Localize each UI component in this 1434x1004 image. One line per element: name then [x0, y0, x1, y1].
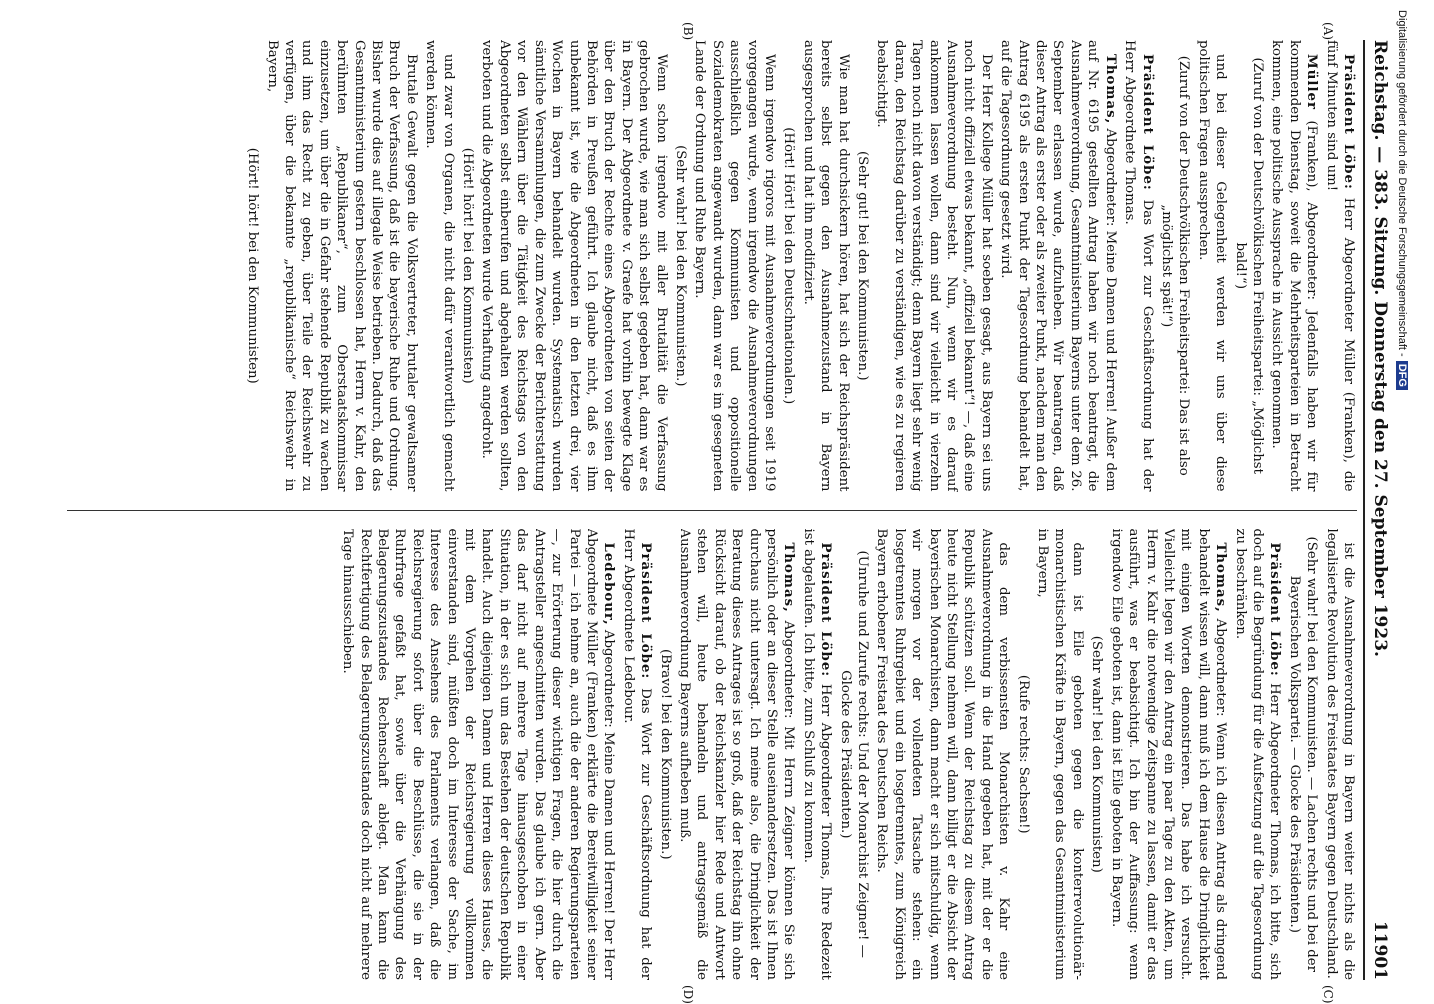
speaker-name: Präsident Löbe:: [1341, 54, 1356, 190]
paragraph-text: Abgeordneter: Mit Herrn Zeigner können Sie sich persönlich oder an dieser Stelle auseinandersetzen. Das ist Ihnen durchaus nicht untersagt. Ich meine also, die Dringlichkeit der Beratung dieses Antrages ist so groß, daß der Reichstag ihn ohne Rücksicht darauf, ob der Reichskanzler hier Rede und Antwort stehen will, heute behandeln und antragsgemäß die Ausnahmeverordnung Bayerns aufheben muß.: [676, 528, 797, 980]
interjection: (Bravo! bei den Kommunisten.): [657, 648, 673, 860]
paragraph-text: Das Wort zur Geschäftsordnung hat der Herr Abgeordnete Thomas.: [1122, 40, 1155, 492]
paragraph: [1034, 529, 1086, 981]
interjection: (Sehr wahr! bei den Kommunisten): [1089, 635, 1105, 873]
paragraph-text: das dem verbissensten Monarchisten v. Kahr eine Ausnahmeverordnung in die Hand gegeben hat, mit der er die Republik schützen soll. Wenn der Reichstag zu diesem Antrag heute nicht Stellung nehmen will, dann billigt er die Absicht der bayerischen Monarchisten, dann macht er sich mitschuldig, wenn wir morgen vor der vollendeten Tatsache stehen: ein losgetrenntes Ruhrgebiet und ein losgetrenntes, zum Königreich Bayern erhobener Freistaat des Deutschen Reichs.: [874, 528, 1012, 980]
paragraph: [1014, 529, 1031, 981]
margin-letter-c: (C): [1321, 985, 1335, 1004]
paragraph: [619, 529, 654, 981]
paragraph-text: ist die Ausnahmeverordnung in Bayern weiter nichts als die legalisierte Revolution des Freistaates Bayern gegen Deutschland.: [1323, 528, 1356, 980]
interjection: (Zuruf von der Deutschvölkischen Freiheitspartei: „Möglichst bald!“): [1232, 57, 1265, 474]
speaker-name: Präsident Löbe:: [818, 542, 834, 678]
digitization-note: [1388, 10, 1408, 990]
paragraph: [244, 40, 261, 492]
margin-letter-a: (A): [1321, 22, 1335, 41]
paragraph: [1231, 529, 1283, 981]
interjection: (Hört! hört! bei den Kommunisten): [245, 147, 261, 384]
paragraph: [1158, 40, 1193, 492]
speaker-name: Müller: [1304, 54, 1320, 110]
paragraph: [1107, 529, 1229, 981]
paragraph: [656, 529, 673, 981]
paragraph: [422, 40, 457, 492]
paragraph: [691, 40, 778, 492]
speaker-name: Präsident Löbe:: [638, 542, 654, 680]
interjection: (Hört! hört! bei den Kommunisten): [460, 147, 476, 384]
paragraph: [873, 40, 995, 492]
paragraph: [676, 529, 798, 981]
left-column: [67, 40, 1357, 492]
paragraph: [799, 40, 851, 492]
paragraph-text: Wenn irgendwo rigoros mit Ausnahmeverordnungen seit 1919 vorgegangen wurde, wenn irgendwo die Ausnahmeverordnungen ausschließlich gegen Kommunisten und oppositionelle Sozialdemokraten angewandt wurden, dann war es im gesegneten Lande der Ordnung und Ruhe Bayern.: [692, 40, 777, 492]
paragraph-text: dann ist Eile geboten gegen die konterrevolutionär-monarchistischen Kräfte in Bayern, gegen das Gesamtministerium in Bayern,: [1035, 528, 1085, 980]
paragraph-text: Abgeordneter: Meine Damen und Herren! Der Herr Abgeordnete Müller (Franken) erklärte die Bereitwilligkeit seiner Partei — ich nehme an, auch die der anderen Regierungsparteien —, zur Erörterung dieser wichtigen Fragen, die hier durch die Antragsteller angeschnitten wurden. Das glaube ich gern. Aber das darf nicht auf mehrere Tage hinausgeschoben in einer Situation, in der es sich um das Bestehen der deutschen Republik handelt. Auch diejenigen Damen und Herren dieses Hauses, die mit dem Vorgehen der Reichsregierung vollkommen einverstanden sind, müßten doch im Interesse der Sache, im Interesse des Ansehens des Parlaments verlangen, daß die Reichsregierung sofort über die Beschlüsse, die sie in der Ruhrfrage gefaßt hat, sowie über die Verhängung des Belagerungszustandes Rechenschaft ablegt. Man kann die Rechtfertigung des Belagerungszustandes doch nicht auf mehrere Tage hinausschieben.: [340, 528, 617, 980]
paragraph-text: Herr Abgeordneter Thomas, ich bitte, sich doch auf die Begründung für die Aufsetzung auf die Tagesordnung zu beschränken.: [1232, 528, 1283, 980]
paragraph: [799, 529, 834, 981]
paragraph-text: Der Herr Kollege Müller hat soeben gesagt, aus Bayern sei uns noch nicht offiziell etwas bekannt, „offiziell bekannt“! —, daß eine Ausnahmeverordnung besteht. Nun, wenn wir es darauf ankommen lassen wollen, dann sind wir vielleicht in vierzehn Tagen noch nicht davon verständigt; denn Bayern liegt sehr wenig daran, den Reichstag darüber zu verständigen, wie es zu regieren beabsichtigt.: [874, 40, 994, 492]
interjection: (Hört! Hört! bei den Deutschnationalen.): [781, 127, 797, 405]
paragraph: [780, 40, 797, 492]
paragraph-text: und bei dieser Gelegenheit werden wir uns über diese politischen Fragen aussprechen.: [1195, 40, 1229, 492]
margin-letter-b: (B): [681, 22, 695, 41]
text-columns: [67, 40, 1357, 980]
paragraph: [873, 529, 1012, 981]
paragraph: [1268, 40, 1320, 492]
paragraph: [263, 40, 420, 492]
paragraph-text: und zwar von Organen, die nicht dafür verantwortlich gemacht werden können.: [423, 40, 456, 492]
interjection: (Sehr gut! bei den Kommunisten.): [855, 150, 871, 381]
paragraph-text: Brutale Gewalt gegen die Volksvertreter, brutaler gewaltsamer Bruch der Verfassung, daß ist die bayerische Ruhe und Ordnung. Bisher wurde dies auf illegale Weise betrieben. Dadurch, daß das Gesamtministerium gestern beschlossen hat, Herrn v. Kahr, den berühmten „Republikaner“, zum Oberstaatskommissar einzusetzen, um über die in Gefahr stehende Republik zu wachen und ihm das Recht zu geben, über Teile der Reichswehr zu verfügen, über die bekannte „republikanische“ Reichswehr in Bayern,: [264, 40, 419, 492]
paragraph: [997, 40, 1119, 492]
right-column: [67, 529, 1357, 981]
paragraph: [1194, 40, 1229, 492]
interjection: (Sehr wahr! bei den Kommunisten. — Lachen rechts und bei der Bayerischen Volkspartei. — Glocke des Präsidenten.): [1286, 536, 1320, 972]
paragraph: [854, 40, 871, 492]
paragraph-text: Herr Abgeordneter Müller (Franken), die fünf Minuten sind um!: [1323, 40, 1356, 492]
interjection: (Sehr wahr! bei den Kommunisten.): [672, 145, 688, 387]
paragraph: [459, 40, 476, 492]
paragraph-text: Wie man hat durchsickern hören, hat sich der Reichspräsident bereits selbst gegen den Ausnahmezustand in Bayern ausgesprochen und hat ihn modifiziert.: [800, 40, 851, 492]
speaker-name: Thomas,: [781, 542, 797, 613]
paragraph: [1121, 40, 1156, 492]
paragraph-text: Abgeordneter: Meine Damen und Herren! Außer dem auf Nr. 6195 gestellten Antrag haben wir noch beantragt, die Ausnahmeverordnung, Gesamtministerium Bayerns unter dem 26. September erlassen wurde, aufzuheben. Wir beantragen, daß dieser Antrag als erster oder als zweiter Punkt, nachdem man den Antrag 6195 als ersten Punkt der Tagesordnung behandelt hat, auf die Tagesordnung gesetzt wird.: [998, 40, 1118, 492]
paragraph-text: Wenn schon irgendwo mit aller Brutalität die Verfassung gebrochen wurde, wie man sich selbst gegeben hat, dann war es in Bayern. Der Abgeordnete v. Graefe hat vorhin bewegte Klage über den Bruch der Rechte eines Abgeordneten von seiten der Behörden in Preußen geführt. Ich glaube nicht, daß es ihm unbekannt ist, wie die Abgeordneten in den letzten drei, vier Wochen in Bayern behandelt wurden. Systematisch wurden sämtliche Versammlungen, die zum Zwecke der Berichterstattung vor den Wählern über die Tätigkeit des Reichstags von den Abgeordneten selbst einberufen und abgehalten werden sollten, verboten und die Abgeordneten wurde Verhaftung angedroht.: [479, 40, 669, 492]
speaker-name: Thomas,: [1213, 542, 1229, 613]
paragraph: [1322, 529, 1357, 981]
paragraph-text: Das Wort zur Geschäftsordnung hat der Herr Abgeordnete Ledebour.: [620, 528, 654, 980]
paragraph: [836, 529, 871, 981]
margin-letter-d: (D): [681, 985, 695, 1004]
paragraph: [1231, 40, 1266, 492]
speaker-name: Ledebour,: [601, 542, 617, 626]
paragraph: [1088, 529, 1105, 981]
speaker-name: Präsident Löbe:: [1267, 542, 1283, 677]
paragraph-text: Abgeordneter: Wenn ich diesen Antrag als dringend behandelt wissen will, dann muß ich dem Hause die Dringlichkeit mit einigen Worten demonstrieren. Das habe ich versucht. Vielleicht legen wir den Antrag ein paar Tage zu den Akten, um Herrn v. Kahr die notwendige Zeitspanne zu lassen, damit er das ausführt, was er beabsichtigt. Ich bin der Auffassung: wenn irgendwo Eile geboten ist, dann ist Eile geboten in Bayern.: [1108, 528, 1229, 980]
interjection: (Rufe rechts: Sachsen!): [1015, 674, 1031, 834]
dfg-logo: DFG: [1396, 361, 1408, 390]
paragraph: [672, 40, 689, 492]
running-head: Reichstag. — 383. Sitzung. Donnerstag den 27. September 1923.: [1370, 40, 1390, 657]
interjection: (Zuruf von der Deutschvölkischen Freiheitspartei: Das ist also „möglichst spät!“): [1158, 55, 1192, 476]
speaker-name: Thomas,: [1102, 54, 1118, 125]
column-divider: [67, 510, 1357, 511]
paragraph-text: Herr Abgeordneter Thomas, Ihre Redezeit ist abgelaufen. Ich bitte, zum Schluß zu kommen.: [800, 528, 834, 980]
interjection: (Unruhe und Zurufe rechts: Und der Monarchist Zeigner! — Glocke des Präsidenten.): [837, 550, 871, 958]
paragraph-text: (Franken), Abgeordneter: Jedenfalls haben wir für kommenden Dienstag, soweit die Mehrheitsparteien in Betracht kommen, eine politische Aussprache in Aussicht genommen.: [1269, 40, 1320, 492]
paragraph: [1285, 529, 1320, 981]
speaker-name: Präsident Löbe:: [1139, 54, 1155, 191]
rotated-print-area: [55, 22, 1395, 1004]
digitization-text: Digitalisierung gefördert durch die Deutsche Forschungsgemeinschaft -: [1396, 10, 1408, 357]
page-number: 11901: [1370, 920, 1390, 980]
paragraph: [339, 529, 618, 981]
paragraph: [1322, 40, 1357, 492]
paragraph: [478, 40, 669, 492]
